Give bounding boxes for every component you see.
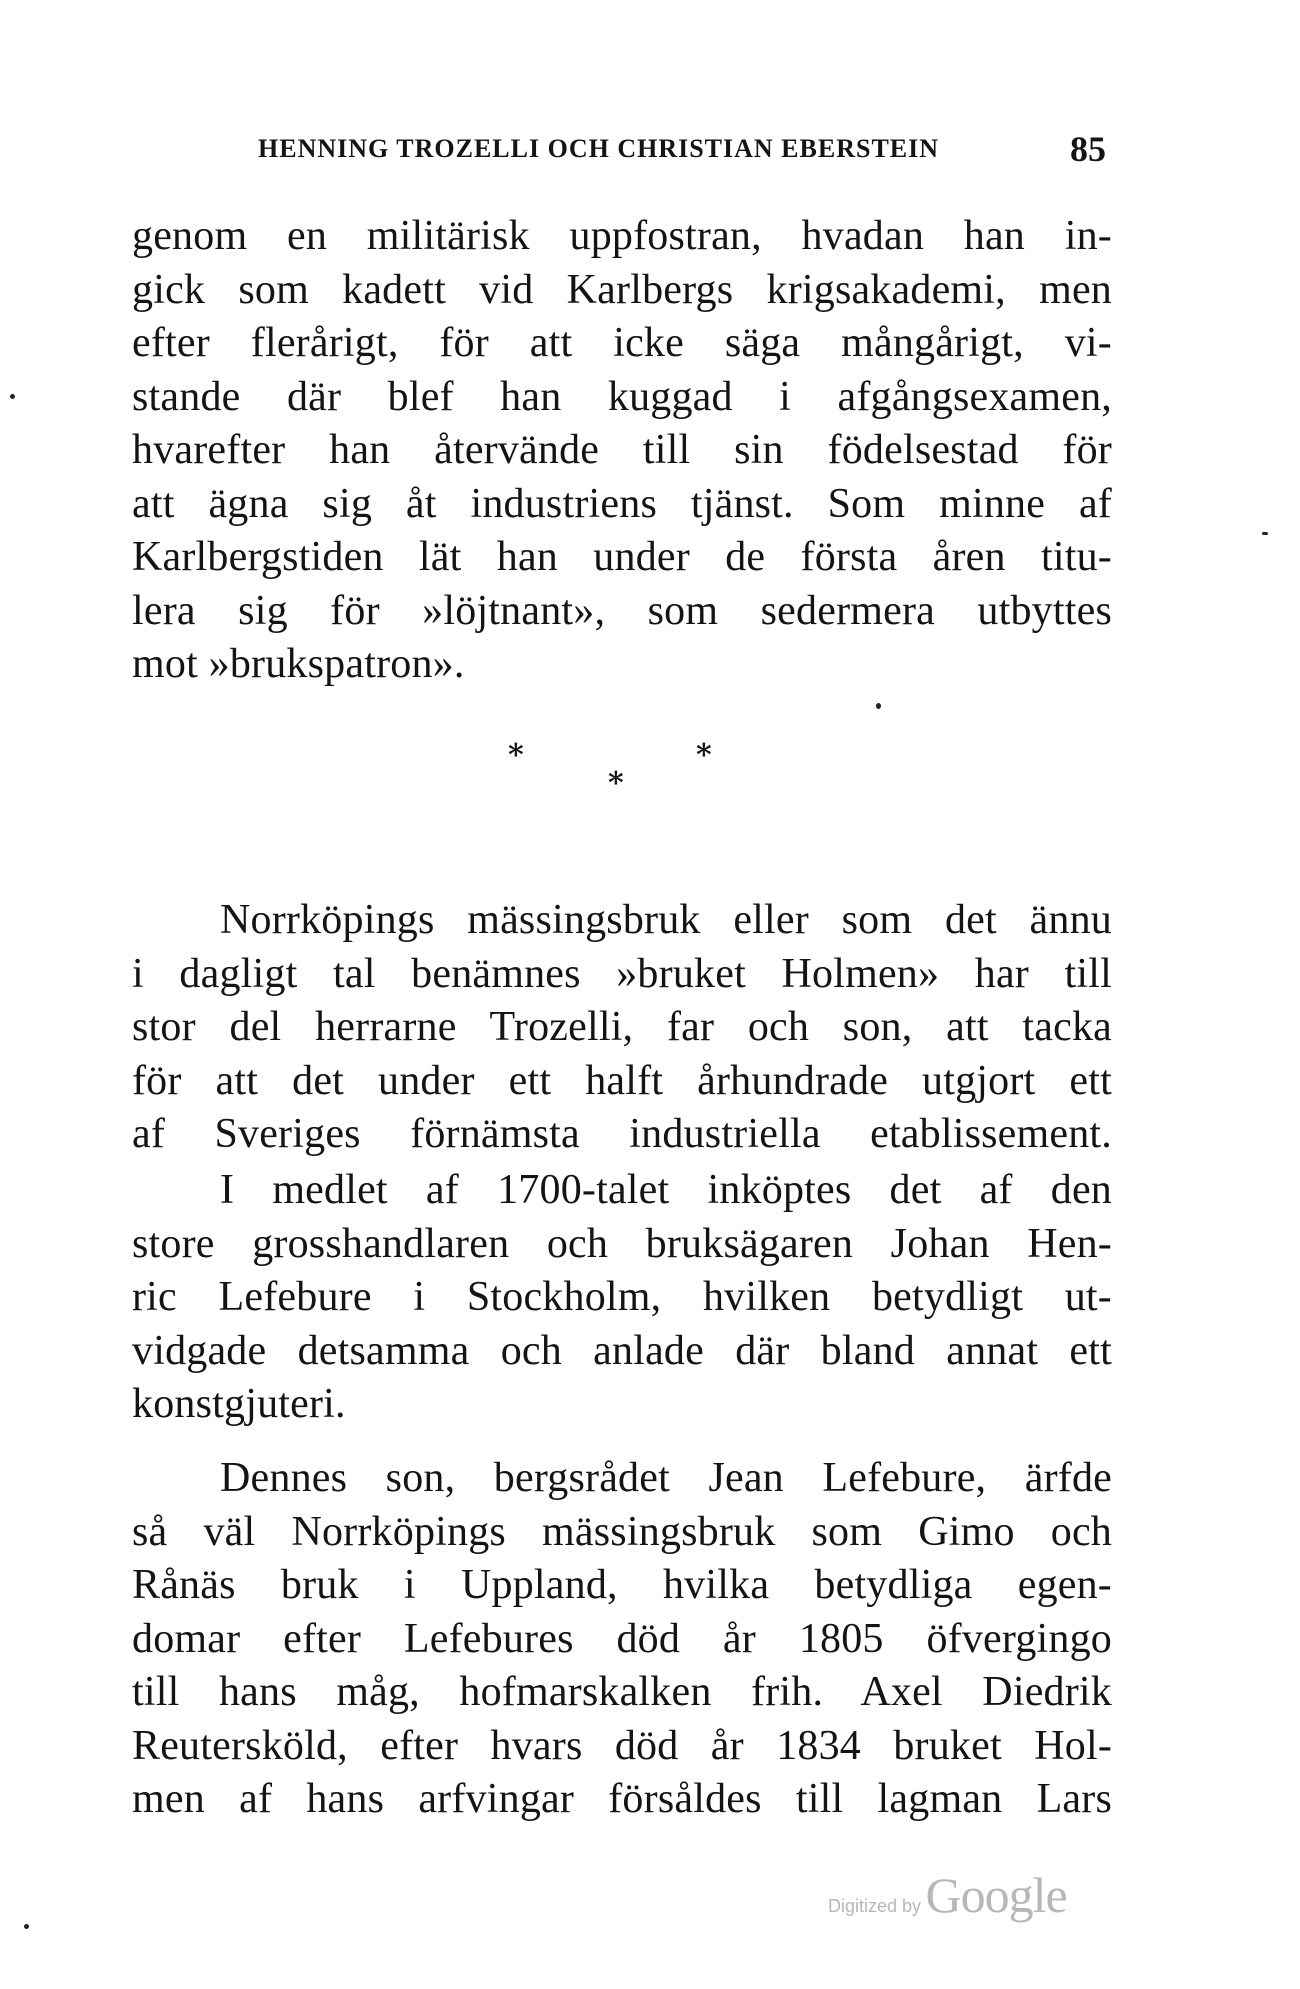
text-line: ric Lefebure i Stockholm, hvilken betydligt ut-: [132, 1274, 1112, 1320]
text-line: gick som kadett vid Karlbergs krigsakademi, men: [132, 266, 1112, 313]
text-line: Rånäs bruk i Uppland, hvilka betydliga egen-: [132, 1562, 1112, 1608]
asterisk: *: [508, 738, 524, 773]
text-line: för att det under ett halft århundrade utgjort ett: [132, 1057, 1112, 1104]
text-line: konstgjuteri.: [132, 1381, 346, 1427]
page-number: 85: [1070, 129, 1106, 169]
section-break-asterisks: [500, 738, 740, 801]
paragraph-1: [132, 210, 1112, 692]
text-line: Norrköpings mässingsbruk eller som det ännu: [220, 897, 1112, 943]
text-line: I medlet af 1700-talet inköptes det af den: [220, 1167, 1112, 1213]
text-line: i dagligt tal benämnes »bruket Holmen» har till: [132, 950, 1112, 997]
text-line: Karlbergstiden lät han under de första åren titu-: [132, 534, 1112, 580]
text-line: stande där blef han kuggad i afgångsexamen,: [132, 373, 1112, 420]
paragraph-3: [132, 1164, 1112, 1432]
scan-speck: [24, 1924, 29, 1929]
text-line: vidgade detsamma och anlade där bland annat ett: [132, 1327, 1112, 1374]
text-line: domar efter Lefebures död år 1805 öfvergingo: [132, 1615, 1112, 1662]
text-line: till hans måg, hofmarskalken frih. Axel Diedrik: [132, 1669, 1112, 1715]
paragraph-4: [132, 1452, 1112, 1827]
google-logo-text: Google: [925, 1867, 1067, 1923]
running-title: HENNING TROZELLI OCH CHRISTIAN EBERSTEIN: [258, 134, 940, 163]
text-line: men af hans arfvingar försåldes till lagman Lars: [132, 1776, 1112, 1822]
paragraph-2: [132, 894, 1112, 1162]
text-line: hvarefter han återvände till sin födelsestad för: [132, 427, 1112, 473]
asterisk: *: [608, 766, 624, 801]
text-line: stor del herrarne Trozelli, far och son, att tacka: [132, 1004, 1112, 1050]
scan-speck: [1262, 532, 1268, 535]
scan-speck: [876, 703, 881, 709]
text-line: efter flerårigt, för att icke säga mångårigt, vi-: [132, 320, 1112, 366]
text-line: att ägna sig åt industriens tjänst. Som minne af: [132, 480, 1112, 527]
text-line: af Sveriges förnämsta industriella etablissement.: [132, 1111, 1112, 1157]
text-line: Dennes son, bergsrådet Jean Lefebure, ärfde: [220, 1455, 1112, 1501]
asterisk: *: [696, 738, 712, 773]
digitized-by-google-watermark: [828, 1866, 1067, 1924]
scan-speck: [10, 394, 15, 399]
text-line: så väl Norrköpings mässingsbruk som Gimo och: [132, 1508, 1112, 1555]
text-line: genom en militärisk uppfostran, hvadan han in-: [132, 213, 1112, 259]
text-line: Reutersköld, efter hvars död år 1834 bruket Hol-: [132, 1722, 1112, 1769]
text-line: lera sig för »löjtnant», som sedermera utbyttes: [132, 587, 1112, 634]
text-line: store grosshandlaren och bruksägaren Johan Hen-: [132, 1220, 1112, 1267]
text-line: mot »brukspatron».: [132, 641, 465, 687]
watermark-prefix: Digitized by: [828, 1896, 922, 1916]
